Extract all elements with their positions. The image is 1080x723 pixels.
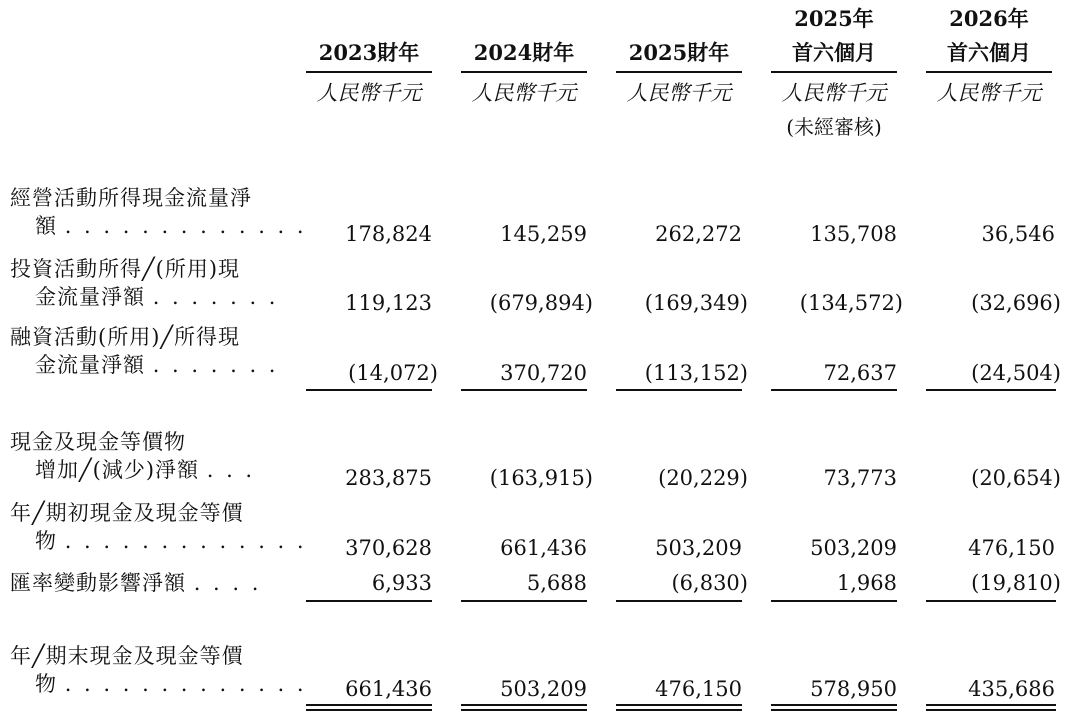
column-header-period: 2025財年 — [628, 40, 730, 65]
column-header-period: 首六個月 — [947, 40, 1031, 65]
header-underline — [926, 71, 1052, 73]
cell-value: (6,830) — [671, 571, 748, 595]
cell-value: 661,436 — [345, 677, 432, 701]
subtotal-rule — [461, 600, 587, 602]
cell-value: (163,915) — [489, 466, 593, 490]
cell-value: 283,875 — [345, 466, 432, 490]
column-header-year: 2025年 — [794, 6, 874, 31]
column-header-2025-h1 — [771, 2, 897, 144]
column-header-2024 — [461, 36, 587, 110]
total-double-rule — [461, 704, 587, 711]
cell-value: 476,150 — [655, 677, 742, 701]
cell-value: (134,572) — [799, 291, 903, 315]
row-label-line1: 年╱期初現金及現金等價 — [10, 501, 244, 525]
cell-value: 578,950 — [810, 677, 897, 701]
cell-value: 119,123 — [345, 291, 432, 315]
row-label-line2: 額 . . . . . . . . . . . . . — [35, 214, 307, 238]
row-label-net-change-cash — [10, 428, 255, 484]
total-double-rule — [926, 704, 1056, 711]
row-label-line1: 現金及現金等價物 — [10, 430, 186, 454]
row-label-line2: 增加╱(減少)淨額 . . . — [35, 458, 256, 482]
subtotal-rule — [306, 389, 432, 391]
cell-value: 476,150 — [968, 536, 1055, 560]
subtotal-rule — [616, 600, 742, 602]
header-underline — [461, 71, 587, 73]
row-label-investing-cash-flow — [10, 255, 278, 311]
column-header-period: 2023財年 — [318, 40, 420, 65]
cell-value: 145,259 — [500, 222, 587, 246]
column-header-unit: 人民幣千元 — [316, 81, 422, 105]
header-underline — [306, 71, 432, 73]
column-header-unit: 人民幣千元 — [626, 81, 732, 105]
column-header-2026-h1 — [926, 2, 1052, 110]
header-underline — [771, 71, 897, 73]
cell-value: 370,628 — [345, 536, 432, 560]
cell-value: 370,720 — [500, 361, 587, 385]
cell-value: (14,072) — [348, 361, 438, 385]
column-header-unit: 人民幣千元 — [936, 81, 1042, 105]
cell-value: 73,773 — [823, 466, 897, 490]
cell-value: 262,272 — [655, 222, 742, 246]
column-header-period: 首六個月 — [792, 40, 876, 65]
column-header-year: 2026年 — [949, 6, 1029, 31]
cell-value: (20,229) — [658, 466, 748, 490]
subtotal-rule — [461, 389, 587, 391]
subtotal-rule — [926, 600, 1056, 602]
row-label-line2: 金流量淨額 . . . . . . . — [35, 353, 279, 377]
subtotal-rule — [616, 389, 742, 391]
row-label-line1: 匯率變動影響淨額 . . . . — [10, 571, 262, 595]
cell-value: 503,209 — [500, 677, 587, 701]
cell-value: 178,824 — [345, 222, 432, 246]
subtotal-rule — [926, 389, 1056, 391]
row-label-line1: 投資活動所得╱(所用)現 — [10, 257, 241, 281]
cell-value: 1,968 — [836, 571, 897, 595]
cell-value: 135,708 — [810, 222, 897, 246]
column-header-2023 — [306, 36, 432, 110]
cell-value: (32,696) — [971, 291, 1061, 315]
column-header-unit: 人民幣千元 — [781, 81, 887, 105]
column-header-2025 — [616, 36, 742, 110]
cell-value: (20,654) — [971, 466, 1061, 490]
cell-value: (24,504) — [971, 361, 1061, 385]
cell-value: 6,933 — [371, 571, 432, 595]
cell-value: (679,894) — [489, 291, 593, 315]
row-label-opening-cash — [10, 499, 307, 555]
cell-value: 503,209 — [655, 536, 742, 560]
cell-value: 661,436 — [500, 536, 587, 560]
row-label-closing-cash — [10, 642, 307, 698]
row-label-line1: 融資活動(所用)╱所得現 — [10, 325, 241, 349]
header-underline — [616, 71, 742, 73]
row-label-line2: 物 . . . . . . . . . . . . . — [35, 672, 307, 696]
row-label-line1: 年╱期末現金及現金等價 — [10, 644, 244, 668]
column-header-unit: 人民幣千元 — [471, 81, 577, 105]
cell-value: 503,209 — [810, 536, 897, 560]
cell-value: 5,688 — [526, 571, 587, 595]
cell-value: 72,637 — [823, 361, 897, 385]
cell-value: 36,546 — [981, 222, 1055, 246]
row-label-line2: 金流量淨額 . . . . . . . — [35, 285, 279, 309]
row-label-fx-effect — [10, 569, 261, 597]
row-label-financing-cash-flow — [10, 323, 278, 379]
row-label-operating-cash-flow — [10, 184, 307, 240]
total-double-rule — [771, 704, 897, 711]
cell-value: (113,152) — [644, 361, 748, 385]
subtotal-rule — [306, 600, 432, 602]
cell-value: (19,810) — [971, 571, 1061, 595]
cell-value: 435,686 — [968, 677, 1055, 701]
cell-value: (169,349) — [644, 291, 748, 315]
subtotal-rule — [771, 389, 897, 391]
column-header-period: 2024財年 — [473, 40, 575, 65]
column-header-note: (未經審核) — [786, 115, 882, 139]
subtotal-rule — [771, 600, 897, 602]
total-double-rule — [616, 704, 742, 711]
row-label-line2: 物 . . . . . . . . . . . . . — [35, 529, 307, 553]
row-label-line1: 經營活動所得現金流量淨 — [10, 186, 252, 210]
total-double-rule — [306, 704, 432, 711]
